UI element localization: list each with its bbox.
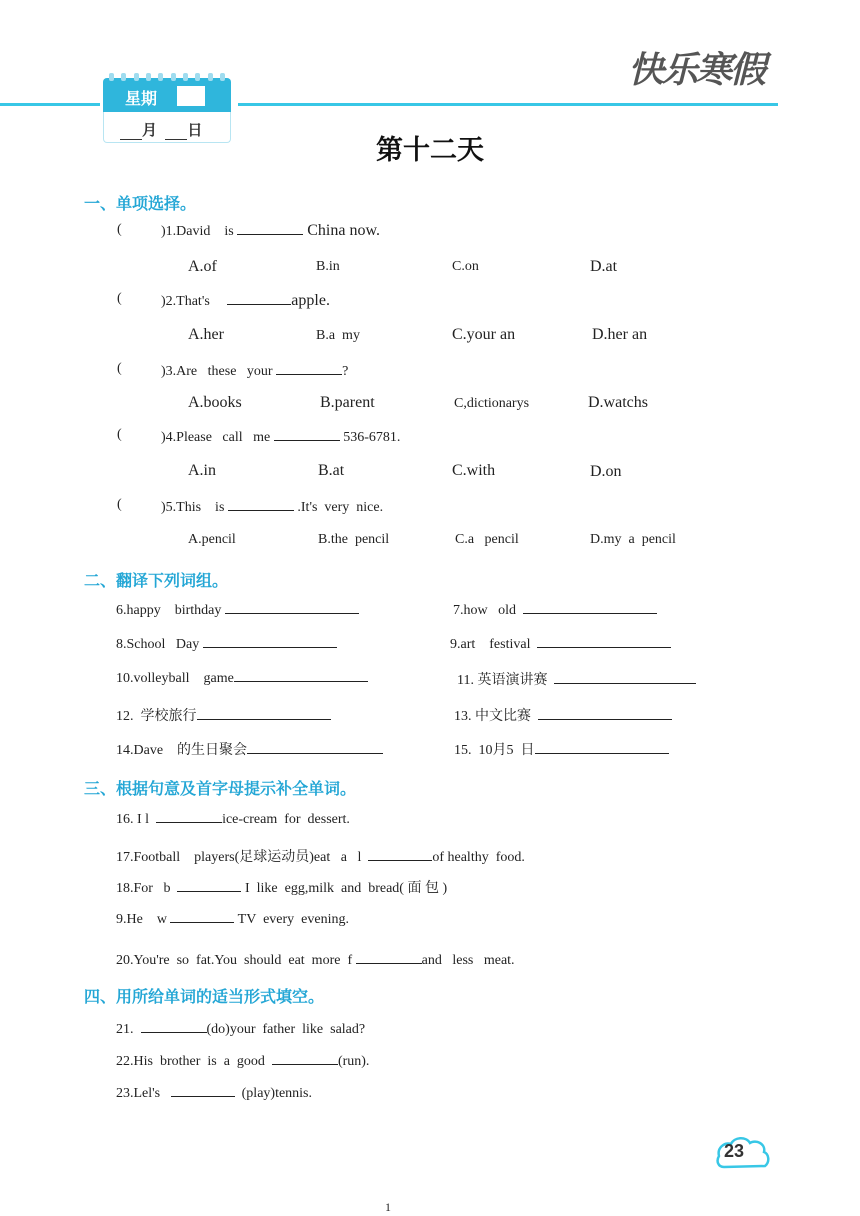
- translate-blank-14[interactable]: [247, 741, 383, 754]
- q5-blank[interactable]: [228, 498, 294, 511]
- page-title: 第十二天: [376, 135, 484, 166]
- translate-item-13: 13. 中文比赛: [454, 705, 672, 725]
- calendar-weekday-label: 星期: [125, 91, 158, 108]
- translate-item-10: 10.volleyball game: [116, 669, 368, 687]
- translate-blank-12[interactable]: [197, 707, 331, 720]
- q3-option-c[interactable]: C,dictionarys: [454, 396, 530, 411]
- q4-blank[interactable]: [274, 428, 340, 441]
- section2-heading: 二、翻译下列词组。: [84, 571, 229, 590]
- q4-option-d[interactable]: D.on: [590, 463, 622, 480]
- translate-blank-8[interactable]: [203, 635, 337, 648]
- q2-blank[interactable]: [227, 292, 291, 305]
- q3-stem: )3.Are these your ?: [161, 364, 349, 379]
- translate-blank-13[interactable]: [538, 707, 672, 720]
- q1-option-d[interactable]: D.at: [590, 258, 618, 275]
- q2-option-d[interactable]: D.her an: [592, 326, 648, 343]
- translate-item-11: 11. 英语演讲赛: [457, 669, 696, 689]
- translate-blank-6[interactable]: [225, 601, 359, 614]
- page-number: 1: [385, 1200, 391, 1214]
- translate-blank-9[interactable]: [537, 635, 671, 648]
- q2-option-a[interactable]: A.her: [188, 326, 224, 343]
- q5-stem: )5.This is .It's very nice.: [161, 500, 384, 515]
- calendar-weekday-box[interactable]: [177, 86, 205, 106]
- translate-item-12: 12. 学校旅行: [116, 705, 331, 725]
- q3-option-b[interactable]: B.parent: [320, 394, 375, 411]
- translate-blank-10[interactable]: [234, 669, 368, 682]
- fill-blank-17[interactable]: [368, 848, 432, 861]
- q5-option-a[interactable]: A.pencil: [188, 532, 236, 547]
- form-item-21: 21. (do)your father like salad?: [116, 1022, 366, 1037]
- fill-blank-19[interactable]: [170, 910, 234, 923]
- q2-paren: (: [117, 291, 122, 306]
- q3-option-a[interactable]: A.books: [188, 394, 242, 411]
- calendar-header: [103, 78, 231, 112]
- translate-item-15: 15. 10月5 日: [454, 739, 669, 759]
- q5-option-d[interactable]: D.my a pencil: [590, 532, 676, 547]
- translate-item-8: 8.School Day: [116, 635, 337, 653]
- header-rule-left: [0, 103, 100, 106]
- q5-option-c[interactable]: C.a pencil: [455, 532, 519, 547]
- calendar-rings: [109, 73, 225, 81]
- q1-paren: (: [117, 222, 122, 237]
- fill-blank-18[interactable]: [177, 879, 241, 892]
- q1-option-c[interactable]: C.on: [452, 259, 479, 274]
- fill-item-18: 18.For b I like egg,milk and bread( 面 包 ): [116, 881, 448, 896]
- logo-text: 快乐寒假: [628, 49, 765, 90]
- q3-blank[interactable]: [276, 362, 342, 375]
- q2-stem: )2.That's apple.: [161, 292, 330, 309]
- q4-option-c[interactable]: C.with: [452, 462, 496, 479]
- page-badge-number: 23: [724, 1141, 745, 1161]
- form-blank-21[interactable]: [141, 1020, 207, 1033]
- fill-item-17: 17.Football players(足球运动员)eat a l of healthy food.: [116, 850, 525, 865]
- q5-option-b[interactable]: B.the pencil: [318, 532, 390, 547]
- section3-heading: 三、根据句意及首字母提示补全单词。: [84, 779, 357, 798]
- q5-paren: (: [117, 497, 122, 512]
- fill-item-19: 9.He w TV every evening.: [116, 912, 350, 927]
- q2-option-c[interactable]: C.your an: [452, 326, 516, 343]
- fill-item-20: 20.You're so fat.You should eat more f and less meat.: [116, 953, 515, 968]
- fill-blank-20[interactable]: [356, 951, 422, 964]
- translate-item-14: 14.Dave 的生日聚会: [116, 739, 383, 759]
- form-blank-23[interactable]: [171, 1084, 235, 1097]
- translate-blank-15[interactable]: [535, 741, 669, 754]
- calendar-month-label: 月: [142, 122, 158, 139]
- q1-option-b[interactable]: B.in: [316, 259, 340, 274]
- q4-paren: (: [117, 427, 122, 442]
- calendar-day-label: 日: [187, 122, 203, 139]
- q1-option-a[interactable]: A.of: [188, 258, 217, 275]
- form-item-23: 23.Lel's (play)tennis.: [116, 1086, 313, 1101]
- q3-option-d[interactable]: D.watchs: [588, 394, 648, 411]
- translate-item-7: 7.how old: [453, 601, 657, 619]
- translate-item-9: 9.art festival: [450, 635, 671, 653]
- q3-paren: (: [117, 361, 122, 376]
- q4-option-a[interactable]: A.in: [188, 462, 216, 479]
- q4-stem: )4.Please call me 536-6781.: [161, 430, 401, 445]
- fill-item-16: 16. I l ice-cream for dessert.: [116, 812, 350, 827]
- translate-item-6: 6.happy birthday: [116, 601, 359, 619]
- header-rule-right: [238, 103, 778, 106]
- logo: [628, 42, 764, 93]
- q1-blank[interactable]: [237, 222, 303, 235]
- q4-option-b[interactable]: B.at: [318, 462, 345, 479]
- translate-blank-7[interactable]: [523, 601, 657, 614]
- form-item-22: 22.His brother is a good (run).: [116, 1054, 370, 1069]
- form-blank-22[interactable]: [272, 1052, 338, 1065]
- translate-blank-11[interactable]: [554, 671, 696, 684]
- q1-stem: )1.David is China now.: [161, 222, 380, 239]
- section4-heading: 四、用所给单词的适当形式填空。: [84, 987, 325, 1006]
- section1-heading: 一、单项选择。: [84, 194, 197, 213]
- q2-option-b[interactable]: B.a my: [316, 328, 360, 343]
- fill-blank-16[interactable]: [156, 810, 222, 823]
